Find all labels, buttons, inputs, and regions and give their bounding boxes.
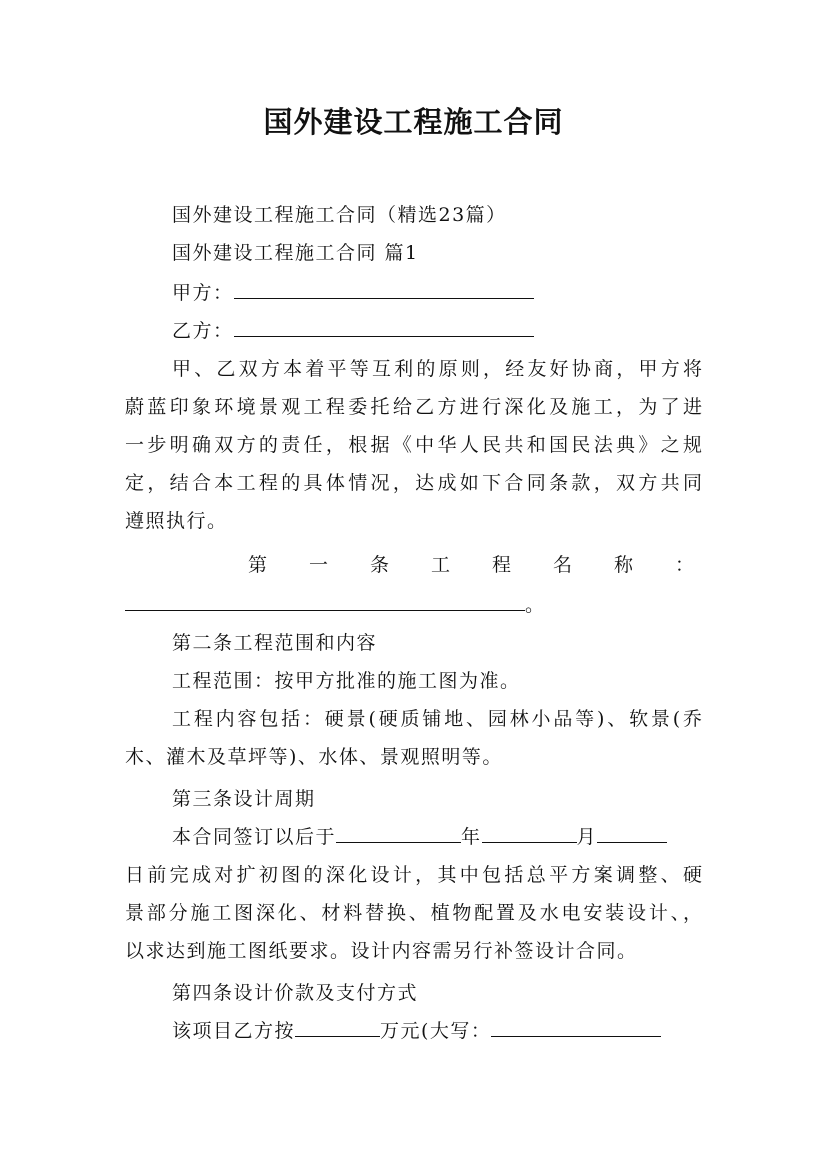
party-a-blank bbox=[234, 281, 534, 299]
subtitle-line: 国外建设工程施工合同（精选23篇） bbox=[172, 204, 507, 226]
scope-line: 工程范围：按甲方批准的施工图为准。 bbox=[172, 670, 521, 692]
payment-line bbox=[172, 1016, 661, 1043]
period-day-blank bbox=[597, 825, 667, 843]
payment-text: 该项目乙方按 bbox=[172, 1020, 296, 1042]
document-title: 国外建设工程施工合同 bbox=[263, 105, 564, 139]
period-line: 日前完成对扩初图的深化设计，其中包括总平方案调整、硬 bbox=[125, 864, 702, 886]
paragraph-line: 蔚蓝印象环境景观工程委托给乙方进行深化及施工，为了进 bbox=[125, 396, 702, 418]
section-heading: 国外建设工程施工合同 篇1 bbox=[172, 242, 419, 264]
party-b-blank bbox=[234, 319, 534, 337]
period-month-blank bbox=[482, 825, 577, 843]
party-a-label: 甲方： bbox=[172, 282, 234, 304]
party-b-label: 乙方： bbox=[172, 320, 234, 342]
paragraph-line: 一步明确双方的责任，根据《中华人民共和国民法典》之规 bbox=[125, 434, 702, 456]
paragraph-line: 定，结合本工程的具体情况，达成如下合同条款，双方共同 bbox=[125, 472, 702, 494]
period-year-label: 年 bbox=[461, 826, 482, 848]
period-line: 以求达到施工图纸要求。设计内容需另行补签设计合同。 bbox=[125, 940, 638, 962]
payment-amount-blank bbox=[295, 1019, 380, 1037]
project-name-blank bbox=[125, 593, 525, 611]
payment-words-blank bbox=[491, 1019, 661, 1037]
period-month-label: 月 bbox=[576, 826, 598, 848]
period-line bbox=[172, 822, 667, 849]
paragraph-line: 遵照执行。 bbox=[125, 510, 228, 532]
paragraph-line: 甲、乙双方本着平等互利的原则，经友好协商，甲方将 bbox=[172, 358, 702, 380]
article-2-heading: 第二条工程范围和内容 bbox=[172, 632, 378, 654]
payment-text-2: 万元(大写： bbox=[380, 1020, 492, 1042]
article-4-heading: 第四条设计价款及支付方式 bbox=[172, 982, 419, 1004]
party-b-line bbox=[172, 316, 534, 343]
article-1-end: 。 bbox=[525, 594, 546, 616]
article-3-heading: 第三条设计周期 bbox=[172, 788, 316, 810]
period-line: 景部分施工图深化、材料替换、植物配置及水电安装设计、， bbox=[125, 902, 702, 924]
content-line: 木、灌木及草坪等)、水体、景观照明等。 bbox=[125, 746, 503, 768]
content-line: 工程内容包括：硬景(硬质铺地、园林小品等)、软景(乔 bbox=[172, 708, 702, 730]
period-text: 本合同签订以后于 bbox=[172, 826, 337, 848]
article-1-label: 第 一 条 工 程 名 称 ： bbox=[248, 554, 694, 576]
period-year-blank bbox=[336, 825, 461, 843]
party-a-line bbox=[172, 278, 534, 305]
article-1-value-line bbox=[125, 590, 546, 617]
